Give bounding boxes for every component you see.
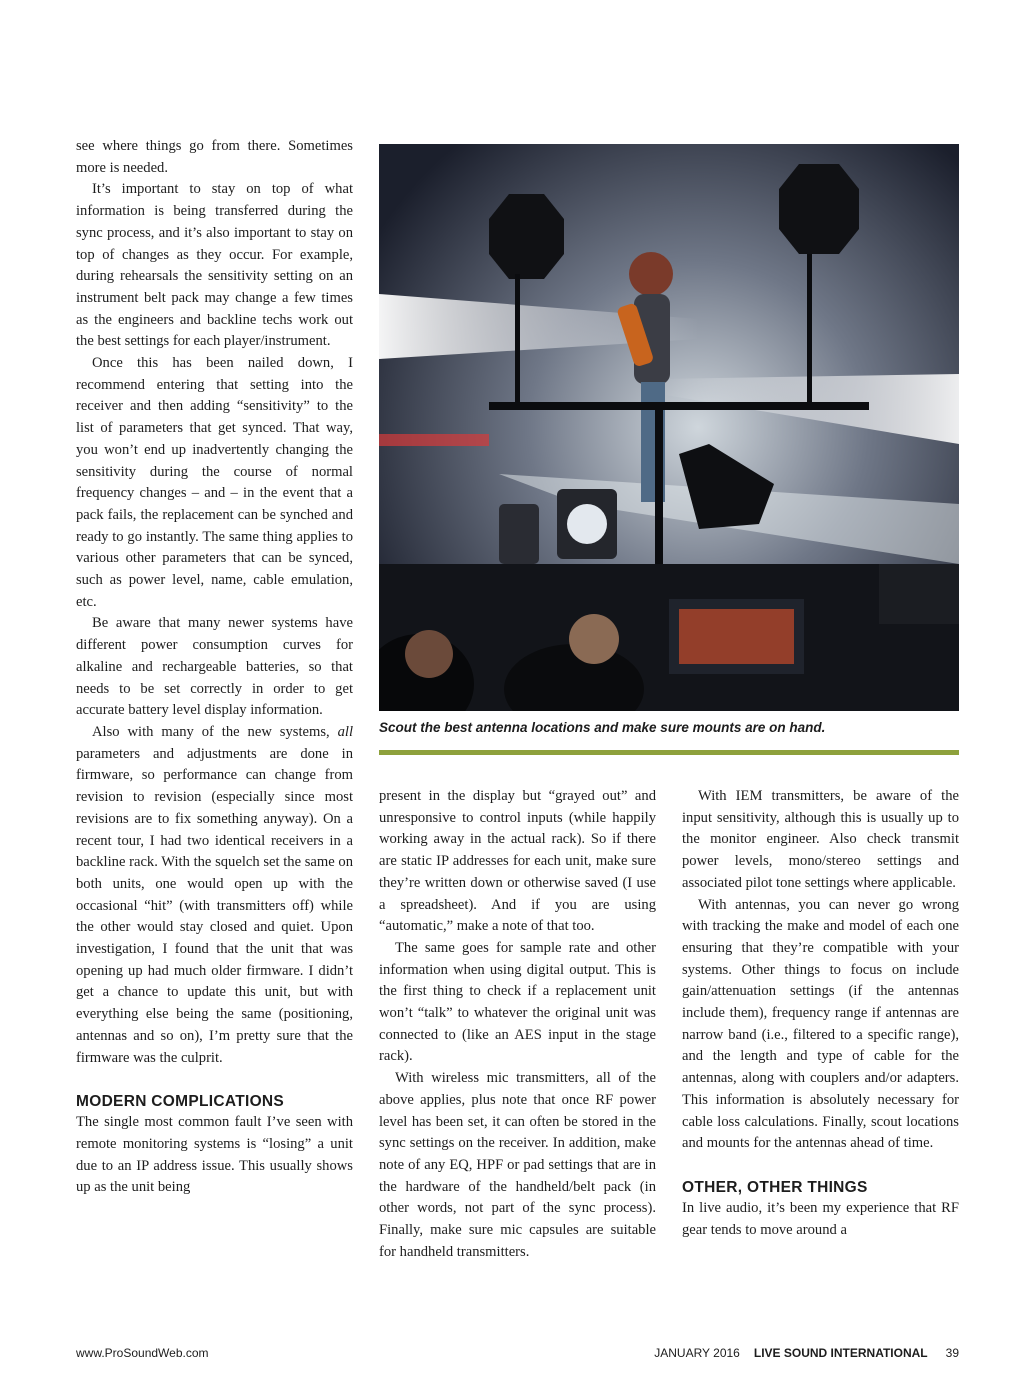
website-link[interactable]: www.ProSoundWeb.com bbox=[76, 1346, 209, 1360]
paragraph: present in the display but “grayed out” and unresponsive to control inputs (while happily working away in the actual rack). So if there are static IP addresses for each unit, make sure they’re written down or otherwise saved (I use a spreadsheet). And if you are using “automatic,” make a note of that too. bbox=[379, 788, 656, 935]
paragraph: With IEM transmitters, be aware of the input sensitivity, although this is usually up to the monitor engineer. Also check transmit power levels, mono/stereo settings and associated pilot tone settings where applicable. bbox=[682, 788, 959, 891]
paragraph: It’s important to stay on top of what information is being transferred during the sync process, and it’s also important to stay on top of changes as they occur. For example, during rehearsals the sensitivity setting on an instrument belt pack may change a few times as the engineers and backline techs work out the best settings for each player/instrument. bbox=[76, 181, 353, 350]
page-number: 39 bbox=[945, 1346, 959, 1360]
paragraph: The single most common fault I’ve seen with remote monitoring systems is “losing” a unit due to an IP address issue. This usually shows up as the unit being bbox=[76, 1114, 353, 1196]
paragraph: The same goes for sample rate and other information when using digital output. This is the first thing to check if a replacement unit won’t “talk” to whatever the original unit was connected to (like an AES input in the stage rack). bbox=[379, 939, 656, 1065]
article-column-2 bbox=[379, 786, 656, 1263]
section-heading: OTHER, OTHER THINGS bbox=[682, 1178, 868, 1196]
concert-stage-photo bbox=[379, 144, 959, 711]
caption-rule bbox=[379, 750, 959, 755]
paragraph bbox=[76, 722, 353, 1069]
text-run: parameters and adjustments are done in firmware, so performance can change from revision to revision (especially since most revisions are to fix something anyway). On a recent tour, I had two identical receivers in a backline rack. With the squelch set the same on both units, one would open up with the occasional “hit” (with transmitters off) while the other would stay closed and quiet. Upon investigation, I found that the unit that was opening up had much older firmware. I didn’t get a chance to update this unit, but with everything else being the same (positioning, antennas and so on), I’m pretty sure that the firmware was the culprit. bbox=[76, 745, 353, 1066]
section-heading: MODERN COMPLICATIONS bbox=[76, 1093, 285, 1111]
paragraph: In live audio, it’s been my experience that RF gear tends to move around a bbox=[682, 1199, 959, 1238]
footer-meta bbox=[654, 1346, 959, 1360]
figure-caption: Scout the best antenna locations and make sure mounts are on hand. bbox=[379, 720, 826, 735]
text-run: Also with many of the new systems, bbox=[92, 723, 330, 740]
issue-date: JANUARY 2016 bbox=[654, 1346, 740, 1360]
paragraph: With antennas, you can never go wrong with tracking the make and model of each one ensuring that they’re compatible with your systems. Other things to focus on include gain/attenuation settings (if the antennas include them), frequency range if antennas are narrow band (i.e., filtered to a specific range), and the length and type of cable for the antennas, along with couplers and/or adapters. This information is absolutely necessary for cable loss calculations. Finally, scout locations and mounts for the antennas ahead of time. bbox=[682, 896, 959, 1152]
paragraph: Be aware that many newer systems have different power consumption curves for alkaline and rechargeable batteries, so that needs to be set correctly in order to get accurate battery level display information. bbox=[76, 615, 353, 719]
paragraph: With wireless mic transmitters, all of the above applies, plus note that once RF power level has been set, it can often be stored in the sync settings on the receiver. In addition, make note of any EQ, HPF or pad settings that are in the hardware of the handheld/belt pack (in other words, not part of the sync process). Finally, make sure mic capsules are suitable for handheld transmitters. bbox=[379, 1070, 656, 1260]
article-column-1 bbox=[76, 136, 353, 1199]
article-column-3 bbox=[682, 786, 959, 1241]
emphasis: all bbox=[337, 723, 353, 740]
paragraph: see where things go from there. Sometimes more is needed. bbox=[76, 138, 353, 176]
stage-illustration bbox=[379, 144, 959, 711]
magazine-name: LIVE SOUND INTERNATIONAL bbox=[753, 1346, 928, 1360]
paragraph: Once this has been nailed down, I recommend entering that setting into the receiver and then adding “sensitivity” to the list of parameters that get synced. That way, you won’t end up inadvertently changing the sensitivity during the course of normal frequency changes – and – in the event that a pack fails, the replacement can be synched and ready to go instantly. The same thing applies to various other parameters that can be synced, such as power level, name, cable emulation, etc. bbox=[76, 355, 353, 610]
